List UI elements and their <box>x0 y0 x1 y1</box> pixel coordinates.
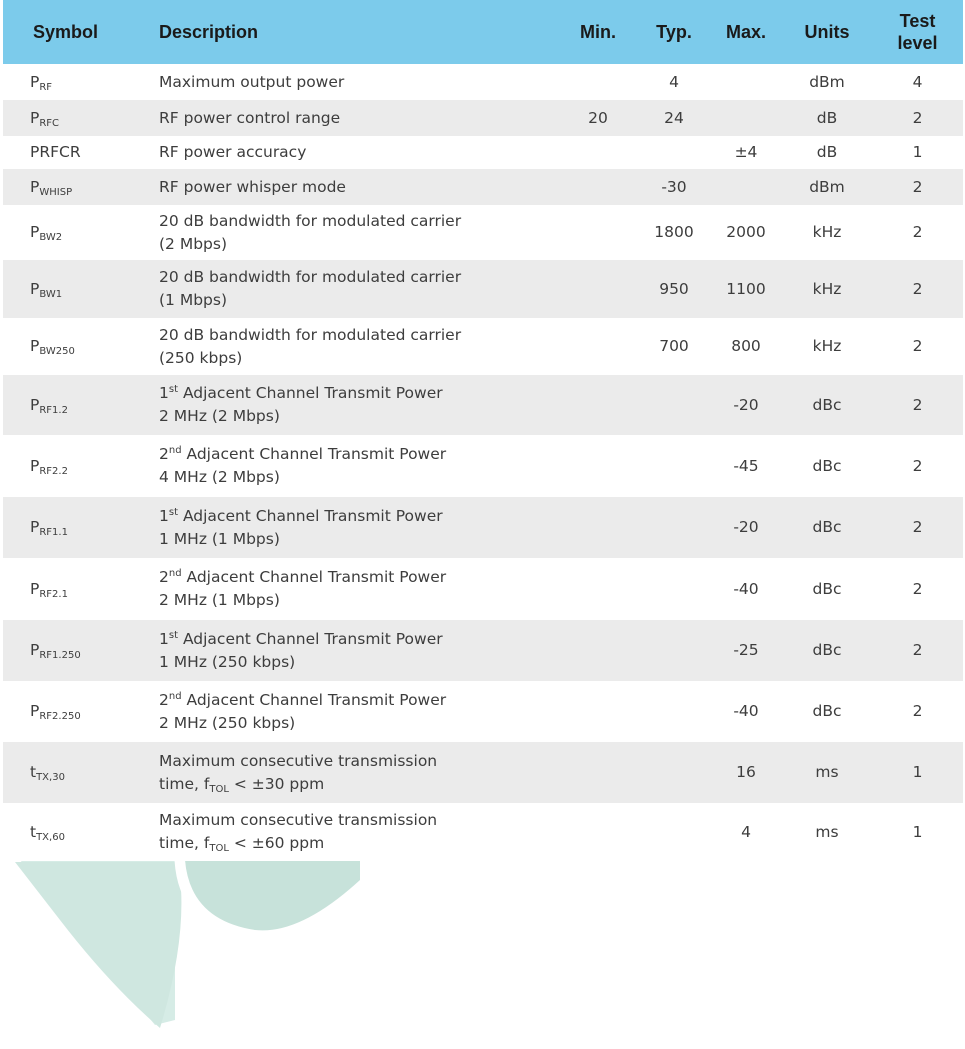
description-line1 <box>159 143 306 161</box>
cell-description <box>153 100 558 136</box>
cell-max: 16 <box>736 763 756 781</box>
cell-units: dBc <box>812 456 842 475</box>
cell-test-level: 2 <box>912 223 923 241</box>
cell-min <box>558 435 638 497</box>
description-text: Maximum consecutive transmission <box>159 751 438 770</box>
cell-description <box>153 620 558 681</box>
symbol-subscript: RF2.2 <box>39 465 68 477</box>
symbol-main: t <box>30 822 37 841</box>
cell-symbol <box>3 260 153 318</box>
description-text: Adjacent Channel Transmit Power <box>178 629 443 648</box>
cell-typ <box>638 742 710 803</box>
cell-description <box>153 435 558 497</box>
table-row <box>3 375 963 435</box>
symbol-subscript: BW2 <box>39 232 63 243</box>
cell-symbol <box>3 64 153 100</box>
cell-test-level: 2 <box>912 641 923 659</box>
description-line1 <box>159 630 443 648</box>
table-row <box>3 803 963 861</box>
symbol-subscript: RFC <box>39 117 60 129</box>
description-text: time, f <box>159 774 210 793</box>
description-line1 <box>159 568 446 586</box>
description-text: Adjacent Channel Transmit Power <box>178 384 443 402</box>
cell-units: dBc <box>812 702 842 720</box>
cell-test-level: 2 <box>912 702 923 720</box>
cell-typ: 4 <box>669 72 679 91</box>
cell-test-level: 2 <box>912 177 923 196</box>
table-row <box>3 620 963 681</box>
table-row <box>3 100 963 136</box>
description-line1 <box>159 445 446 463</box>
description-text: (250 kbps) <box>159 348 243 367</box>
description-text: time, f <box>159 834 210 852</box>
cell-description <box>153 260 558 318</box>
description-text: 2 <box>159 690 169 709</box>
description-line2 <box>159 775 324 793</box>
description-line1 <box>159 691 446 709</box>
cell-typ <box>638 803 710 861</box>
header-test-level-line1: Test <box>899 11 936 31</box>
cell-description <box>153 169 558 205</box>
cell-description <box>153 318 558 375</box>
header-typ: Typ. <box>656 22 692 42</box>
description-text: 2 <box>159 445 169 463</box>
cell-description <box>153 742 558 803</box>
cell-min <box>558 497 638 558</box>
description-text: (2 Mbps) <box>159 234 228 253</box>
cell-typ: -30 <box>661 177 687 196</box>
symbol-main: P <box>30 579 40 598</box>
cell-symbol <box>3 558 153 620</box>
header-symbol: Symbol <box>33 22 99 42</box>
cell-symbol <box>3 318 153 375</box>
description-text: 1 <box>159 506 169 525</box>
symbol-main: P <box>30 223 40 241</box>
description-line2 <box>159 468 280 486</box>
symbol-main: P <box>30 456 40 475</box>
symbol-main: P <box>30 641 40 659</box>
description-line1 <box>159 178 346 196</box>
cell-units: dBc <box>812 518 842 536</box>
symbol-main: P <box>30 702 40 720</box>
table-row <box>3 497 963 558</box>
cell-description <box>153 375 558 435</box>
symbol-subscript: BW1 <box>39 288 63 300</box>
table-row <box>3 260 963 318</box>
description-line1 <box>159 811 437 829</box>
table-row <box>3 169 963 205</box>
description-text: (1 Mbps) <box>159 291 228 309</box>
description-text: 2 MHz (250 kbps) <box>159 713 296 732</box>
cell-max <box>710 100 782 136</box>
symbol-subscript: RF1.2 <box>39 404 68 416</box>
table-row <box>3 205 963 260</box>
cell-units: dBc <box>812 641 842 659</box>
description-text: 1 <box>159 384 169 402</box>
description-text: 1 MHz (250 kbps) <box>159 652 296 671</box>
description-line1 <box>159 326 461 344</box>
cell-min <box>558 136 638 169</box>
cell-test-level: 1 <box>912 143 923 161</box>
cell-symbol <box>3 620 153 681</box>
cell-description <box>153 205 558 260</box>
symbol-subscript: RF2.1 <box>39 588 68 600</box>
description-text: 4 MHz (2 Mbps) <box>159 468 280 486</box>
description-subscript: TOL <box>209 843 229 854</box>
description-text: 2 MHz (1 Mbps) <box>159 591 280 609</box>
description-text: Adjacent Channel Transmit Power <box>181 568 447 586</box>
cell-symbol <box>3 497 153 558</box>
table-header-row <box>3 0 963 64</box>
cell-description <box>153 681 558 742</box>
description-superscript: st <box>168 506 179 518</box>
description-text: RF power control range <box>159 108 341 127</box>
cell-max <box>710 169 782 205</box>
symbol-main: P <box>30 177 40 196</box>
cell-units: kHz <box>812 223 842 241</box>
cell-test-level: 2 <box>912 337 923 355</box>
symbol-main: P <box>30 108 40 127</box>
description-text: Adjacent Channel Transmit Power <box>181 690 447 709</box>
watermark-arrow-body <box>15 862 181 1028</box>
description-line1 <box>159 212 461 230</box>
symbol-subscript: RF2.250 <box>39 711 81 722</box>
description-text: 20 dB bandwidth for modulated carrier <box>159 211 462 230</box>
cell-test-level: 1 <box>912 822 923 841</box>
description-text: 2 MHz (2 Mbps) <box>159 407 280 425</box>
cell-test-level: 4 <box>912 72 923 91</box>
table-body <box>3 64 963 861</box>
cell-max: -25 <box>733 641 759 659</box>
header-min: Min. <box>580 22 616 42</box>
description-text: 20 dB bandwidth for modulated carrier <box>159 325 462 344</box>
cell-symbol <box>3 435 153 497</box>
description-line1 <box>159 752 437 770</box>
cell-typ: 24 <box>664 108 684 127</box>
cell-min <box>558 742 638 803</box>
cell-units: ms <box>815 763 839 781</box>
cell-symbol <box>3 681 153 742</box>
cell-max: 2000 <box>726 223 766 241</box>
cell-units: kHz <box>812 337 842 355</box>
table-row <box>3 318 963 375</box>
cell-description <box>153 497 558 558</box>
cell-typ <box>638 136 710 169</box>
description-text: 2 <box>159 568 169 586</box>
cell-typ: 950 <box>659 279 689 298</box>
cell-description <box>153 136 558 169</box>
cell-typ <box>638 681 710 742</box>
cell-typ <box>638 620 710 681</box>
spec-table <box>3 0 963 861</box>
header-max: Max. <box>725 22 767 42</box>
symbol-subscript: TX,60 <box>36 831 65 843</box>
description-text: 20 dB bandwidth for modulated carrier <box>159 268 462 286</box>
description-line1 <box>159 73 344 91</box>
cell-max: -45 <box>733 456 759 475</box>
cell-units: dBc <box>812 395 842 414</box>
header-description: Description <box>159 22 259 42</box>
cell-units: dB <box>816 143 838 161</box>
description-line2 <box>159 291 227 309</box>
cell-min <box>558 803 638 861</box>
cell-min <box>558 205 638 260</box>
symbol-subscript: RF <box>39 81 53 93</box>
table-row <box>3 681 963 742</box>
cell-typ <box>638 375 710 435</box>
cell-test-level: 2 <box>912 395 923 414</box>
description-line1 <box>159 268 461 286</box>
cell-test-level: 2 <box>912 518 923 536</box>
table-row <box>3 64 963 100</box>
cell-symbol <box>3 136 153 169</box>
table-row <box>3 435 963 497</box>
table-row <box>3 558 963 620</box>
cell-typ <box>638 435 710 497</box>
description-line2 <box>159 591 280 609</box>
symbol-main: PRFCR <box>30 143 81 161</box>
symbol-subscript: BW250 <box>39 346 75 357</box>
cell-test-level: 2 <box>912 279 923 298</box>
header-test-level-line2: level <box>897 33 938 53</box>
cell-description <box>153 64 558 100</box>
description-superscript: st <box>168 629 179 641</box>
description-line2 <box>159 235 227 253</box>
cell-min <box>558 558 638 620</box>
cell-min <box>558 318 638 375</box>
cell-description <box>153 803 558 861</box>
symbol-subscript: WHISP <box>39 186 73 198</box>
cell-max: -20 <box>733 518 759 536</box>
description-subscript: TOL <box>209 783 229 795</box>
symbol-subscript: TX,30 <box>36 772 65 783</box>
cell-units: kHz <box>812 279 842 298</box>
cell-min <box>558 64 638 100</box>
cell-max: -40 <box>733 579 759 598</box>
cell-units: dBc <box>812 579 842 598</box>
cell-min <box>558 260 638 318</box>
cell-max: -40 <box>733 702 759 720</box>
cell-symbol <box>3 803 153 861</box>
cell-test-level: 2 <box>912 108 923 127</box>
cell-description <box>153 558 558 620</box>
description-line2 <box>159 407 280 425</box>
cell-typ <box>638 558 710 620</box>
symbol-main: P <box>30 279 40 298</box>
cell-min <box>558 375 638 435</box>
description-line2 <box>159 530 280 548</box>
description-line2 <box>159 653 295 671</box>
symbol-main: P <box>30 518 40 536</box>
cell-test-level: 2 <box>912 456 923 475</box>
description-line1 <box>159 507 443 525</box>
cell-typ <box>638 497 710 558</box>
description-superscript: nd <box>168 690 182 702</box>
description-line2 <box>159 349 242 367</box>
description-text: Maximum output power <box>159 72 345 91</box>
description-text: 1 MHz (1 Mbps) <box>159 529 280 548</box>
symbol-main: P <box>30 337 40 355</box>
cell-min <box>558 169 638 205</box>
cell-test-level: 1 <box>912 763 923 781</box>
cell-units: dB <box>816 108 838 127</box>
description-text: Maximum consecutive transmission <box>159 811 438 829</box>
cell-max: 1100 <box>726 279 766 298</box>
symbol-subscript: RF1.250 <box>39 650 81 661</box>
header-units: Units <box>804 22 850 42</box>
cell-max: -20 <box>733 395 759 414</box>
symbol-main: P <box>30 395 40 414</box>
cell-min <box>558 681 638 742</box>
description-line2 <box>159 714 295 732</box>
symbol-main: t <box>30 763 37 781</box>
cell-typ: 1800 <box>654 223 694 241</box>
cell-symbol <box>3 169 153 205</box>
table-row <box>3 136 963 169</box>
description-text: < ±30 ppm <box>228 774 325 793</box>
symbol-subscript: RF1.1 <box>39 527 68 538</box>
cell-symbol <box>3 375 153 435</box>
description-superscript: nd <box>168 568 182 579</box>
description-text: Adjacent Channel Transmit Power <box>178 506 443 525</box>
symbol-main: P <box>30 72 40 91</box>
table-row <box>3 742 963 803</box>
description-text: 1 <box>159 629 169 648</box>
description-text: RF power accuracy <box>159 143 307 161</box>
cell-symbol <box>3 100 153 136</box>
cell-symbol <box>3 205 153 260</box>
cell-max <box>710 64 782 100</box>
cell-symbol <box>3 742 153 803</box>
description-text: Adjacent Channel Transmit Power <box>181 445 447 463</box>
cell-max: 800 <box>731 337 761 355</box>
description-line2 <box>159 834 324 852</box>
cell-test-level: 2 <box>912 579 923 598</box>
cell-max: ±4 <box>734 143 758 161</box>
description-superscript: nd <box>168 445 182 456</box>
cell-min <box>558 620 638 681</box>
description-line1 <box>159 384 443 402</box>
cell-units: dBm <box>809 72 845 91</box>
cell-typ: 700 <box>659 337 689 355</box>
description-text: < ±60 ppm <box>228 834 325 852</box>
cell-units: ms <box>815 822 839 841</box>
description-superscript: st <box>168 384 179 395</box>
description-line1 <box>159 109 340 127</box>
header-test-level <box>872 0 963 64</box>
cell-max: 4 <box>741 822 751 841</box>
description-text: RF power whisper mode <box>159 177 346 196</box>
cell-min: 20 <box>588 108 608 127</box>
cell-units: dBm <box>809 177 845 196</box>
